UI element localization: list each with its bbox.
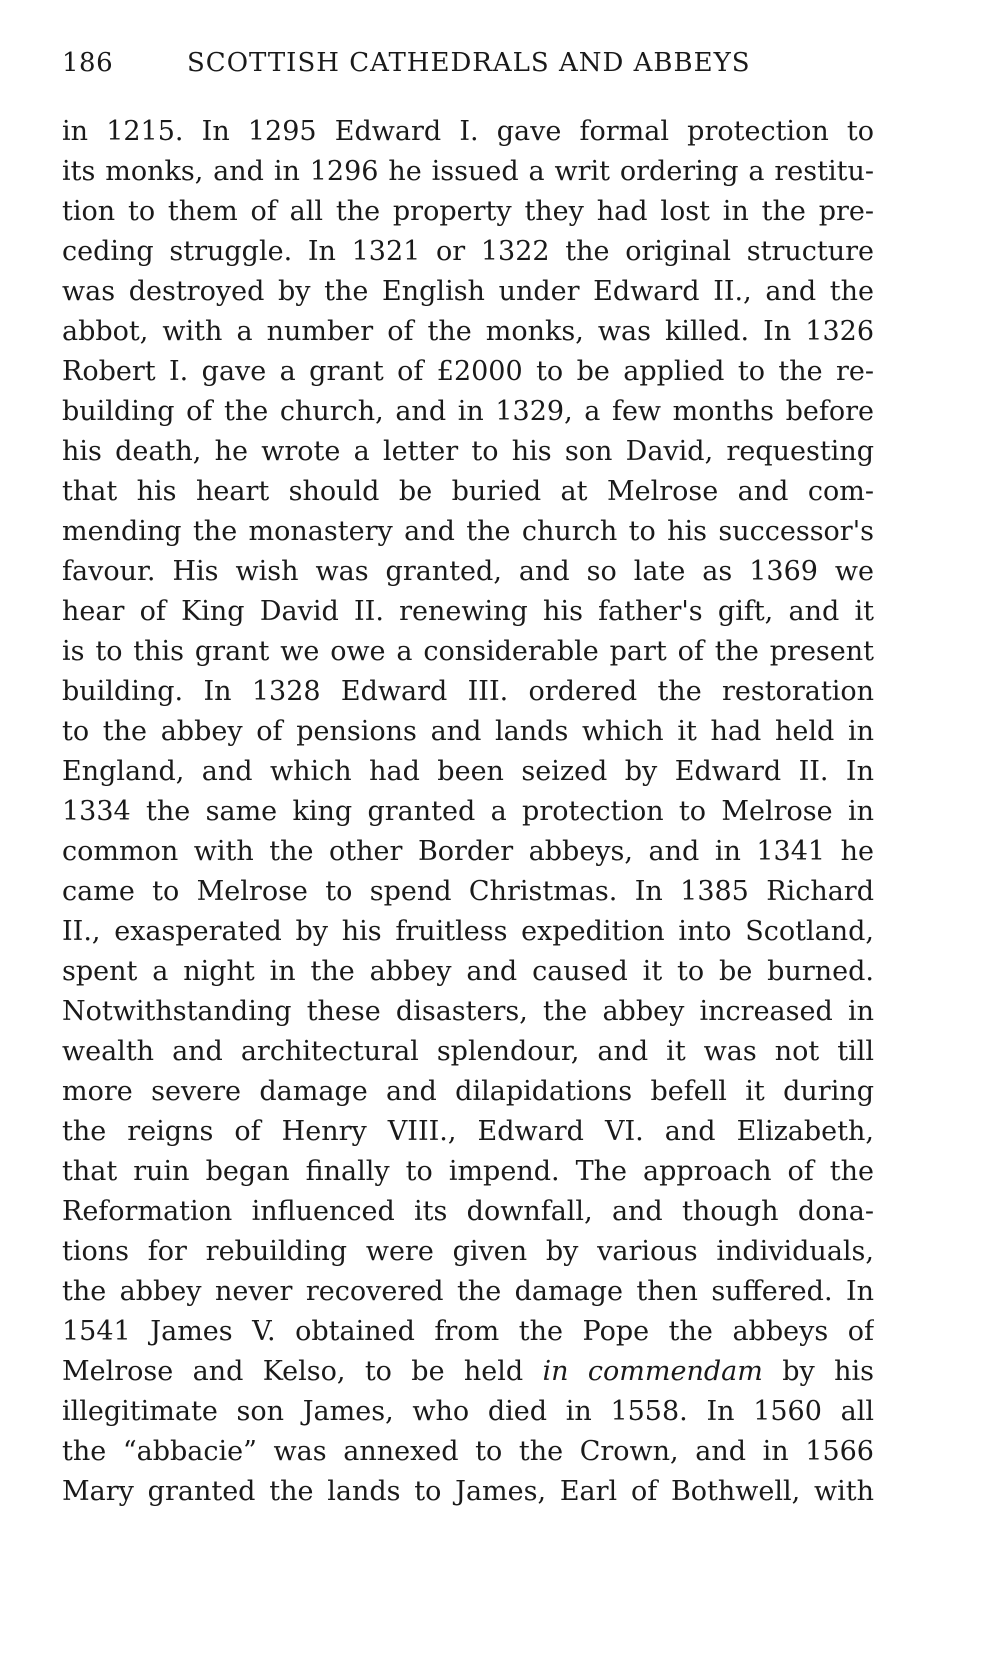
text-line: Mary granted the lands to James, Earl of Bothwell, with <box>62 1476 874 1507</box>
text-line: was destroyed by the English under Edward II., and the <box>62 276 874 307</box>
text-line: Notwithstanding these disasters, the abbey increased in <box>62 996 874 1027</box>
text-line: to the abbey of pensions and lands which it had held in <box>62 716 874 747</box>
text-line: illegitimate son James, who died in 1558. In 1560 all <box>62 1396 874 1427</box>
text-line: the reigns of Henry VIII., Edward VI. and Elizabeth, <box>62 1116 874 1147</box>
text-line: 1334 the same king granted a protection to Melrose in <box>62 796 874 827</box>
text-line: the “abbacie” was annexed to the Crown, and in 1566 <box>62 1436 874 1467</box>
text-line: tions for rebuilding were given by various individuals, <box>62 1236 874 1267</box>
text-line: common with the other Border abbeys, and in 1341 he <box>62 836 874 867</box>
text-line: building. In 1328 Edward III. ordered the restoration <box>62 676 874 707</box>
text-line: wealth and architectural splendour, and it was not till <box>62 1036 874 1067</box>
text-line: that ruin began finally to impend. The approach of the <box>62 1156 874 1187</box>
text-line: mending the monastery and the church to his successor's <box>62 516 874 547</box>
text-line: its monks, and in 1296 he issued a writ ordering a restitu- <box>62 156 874 187</box>
text-line: Reformation influenced its downfall, and though dona- <box>62 1196 874 1227</box>
text-line: II., exasperated by his fruitless expedition into Scotland, <box>62 916 874 947</box>
text-line: is to this grant we owe a considerable part of the present <box>62 636 874 667</box>
text-line: tion to them of all the property they had lost in the pre- <box>62 196 874 227</box>
text-line: favour. His wish was granted, and so late as 1369 we <box>62 556 874 587</box>
text-line: 1541 James V. obtained from the Pope the abbeys of <box>62 1316 874 1347</box>
running-title: SCOTTISH CATHEDRALS AND ABBEYS <box>187 48 751 78</box>
text-line: his death, he wrote a letter to his son David, requesting <box>62 436 874 467</box>
text-line: more severe damage and dilapidations befell it during <box>62 1076 874 1107</box>
italic-phrase: in commendam <box>542 1356 763 1387</box>
text-line: the abbey never recovered the damage then suffered. In <box>62 1276 874 1307</box>
text-line: in 1215. In 1295 Edward I. gave formal protection to <box>62 116 874 147</box>
text-line: abbot, with a number of the monks, was killed. In 1326 <box>62 316 874 347</box>
text-line: ceding struggle. In 1321 or 1322 the original structure <box>62 236 874 267</box>
text-segment: Melrose and Kelso, to be held <box>62 1356 543 1387</box>
text-line: hear of King David II. renewing his father's gift, and it <box>62 596 874 627</box>
text-line: Robert I. gave a grant of £2000 to be applied to the re- <box>62 356 874 387</box>
text-line: that his heart should be buried at Melrose and com- <box>62 476 874 507</box>
page-number: 186 <box>62 48 114 78</box>
text-line-with-italic <box>62 1352 874 1392</box>
page-header <box>62 48 872 88</box>
text-line: building of the church, and in 1329, a few months before <box>62 396 874 427</box>
text-line: England, and which had been seized by Edward II. In <box>62 756 874 787</box>
text-line: came to Melrose to spend Christmas. In 1385 Richard <box>62 876 874 907</box>
body-paragraph <box>62 112 874 1512</box>
text-line: spent a night in the abbey and caused it to be burned. <box>62 956 874 987</box>
text-segment: by his <box>762 1356 874 1387</box>
